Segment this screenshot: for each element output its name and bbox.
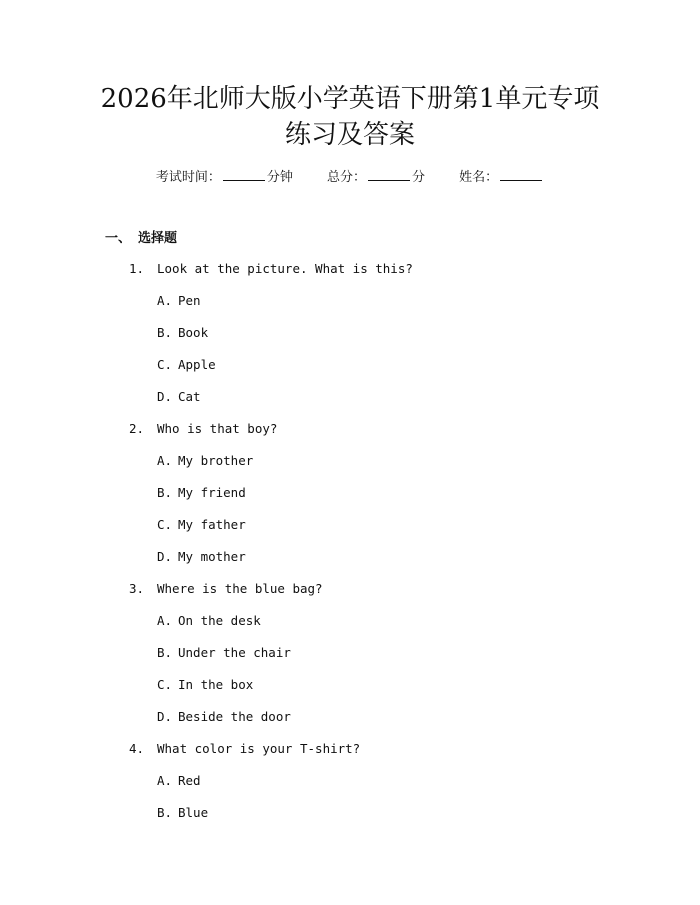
- option-letter: C.: [157, 357, 173, 372]
- exam-time-unit: 分钟: [266, 170, 293, 185]
- question-item: [129, 579, 413, 611]
- answer-option: [129, 771, 413, 803]
- option-letter: C.: [157, 517, 173, 532]
- total-score-label: 总分：: [326, 170, 366, 185]
- question-number: 3.: [129, 581, 145, 596]
- section-title: 选择题: [138, 231, 178, 246]
- option-letter: B.: [157, 325, 173, 340]
- answer-option: [129, 707, 413, 739]
- answer-option: [129, 643, 413, 675]
- option-text: Cat: [178, 389, 201, 404]
- option-text: My mother: [178, 549, 246, 564]
- question-text: Where is the blue bag?: [157, 581, 323, 596]
- answer-option: [129, 675, 413, 707]
- section-heading: [105, 229, 177, 249]
- name-blank: [500, 167, 542, 181]
- option-letter: A.: [157, 613, 173, 628]
- total-score-unit: 分: [412, 170, 426, 185]
- option-text: Blue: [178, 805, 209, 820]
- question-text: Who is that boy?: [157, 421, 278, 436]
- option-text: My father: [178, 517, 246, 532]
- name-label: 姓名：: [459, 170, 499, 185]
- answer-option: [129, 291, 413, 323]
- document-title-line-1: 2026年北师大版小学英语下册第1单元专项: [100, 84, 600, 114]
- option-letter: D.: [157, 389, 173, 404]
- question-number: 1.: [129, 261, 145, 276]
- question-list: [129, 259, 413, 835]
- exam-time-field: [156, 167, 293, 188]
- question-number: 2.: [129, 421, 145, 436]
- option-letter: C.: [157, 677, 173, 692]
- question-item: [129, 419, 413, 451]
- option-text: My brother: [178, 453, 254, 468]
- option-letter: A.: [157, 453, 173, 468]
- option-letter: D.: [157, 549, 173, 564]
- option-letter: A.: [157, 293, 173, 308]
- answer-option: [129, 387, 413, 419]
- option-text: Red: [178, 773, 201, 788]
- question-text: Look at the picture. What is this?: [157, 261, 413, 276]
- answer-option: [129, 483, 413, 515]
- question-item: [129, 739, 413, 771]
- exam-info-row: [0, 167, 700, 188]
- answer-option: [129, 515, 413, 547]
- answer-option: [129, 451, 413, 483]
- option-letter: D.: [157, 709, 173, 724]
- option-text: Under the chair: [178, 645, 291, 660]
- exam-time-label: 考试时间：: [155, 170, 221, 185]
- answer-option: [129, 323, 413, 355]
- answer-option: [129, 355, 413, 387]
- option-letter: A.: [157, 773, 173, 788]
- option-text: In the box: [178, 677, 254, 692]
- document-title-line-2: 练习及答案: [284, 120, 415, 150]
- question-number: 4.: [129, 741, 145, 756]
- total-score-field: [327, 167, 425, 188]
- option-text: Book: [178, 325, 209, 340]
- section-number: 一、: [105, 231, 132, 246]
- option-text: On the desk: [178, 613, 261, 628]
- option-letter: B.: [157, 645, 173, 660]
- option-text: My friend: [178, 485, 246, 500]
- question-item: [129, 259, 413, 291]
- total-score-blank: [368, 167, 410, 181]
- option-text: Apple: [178, 357, 216, 372]
- exam-time-blank: [223, 167, 265, 181]
- answer-option: [129, 547, 413, 579]
- option-text: Beside the door: [178, 709, 291, 724]
- option-letter: B.: [157, 805, 173, 820]
- answer-option: [129, 611, 413, 643]
- answer-option: [129, 803, 413, 835]
- option-text: Pen: [178, 293, 201, 308]
- option-letter: B.: [157, 485, 173, 500]
- name-field: [459, 167, 544, 188]
- question-text: What color is your T-shirt?: [157, 741, 361, 756]
